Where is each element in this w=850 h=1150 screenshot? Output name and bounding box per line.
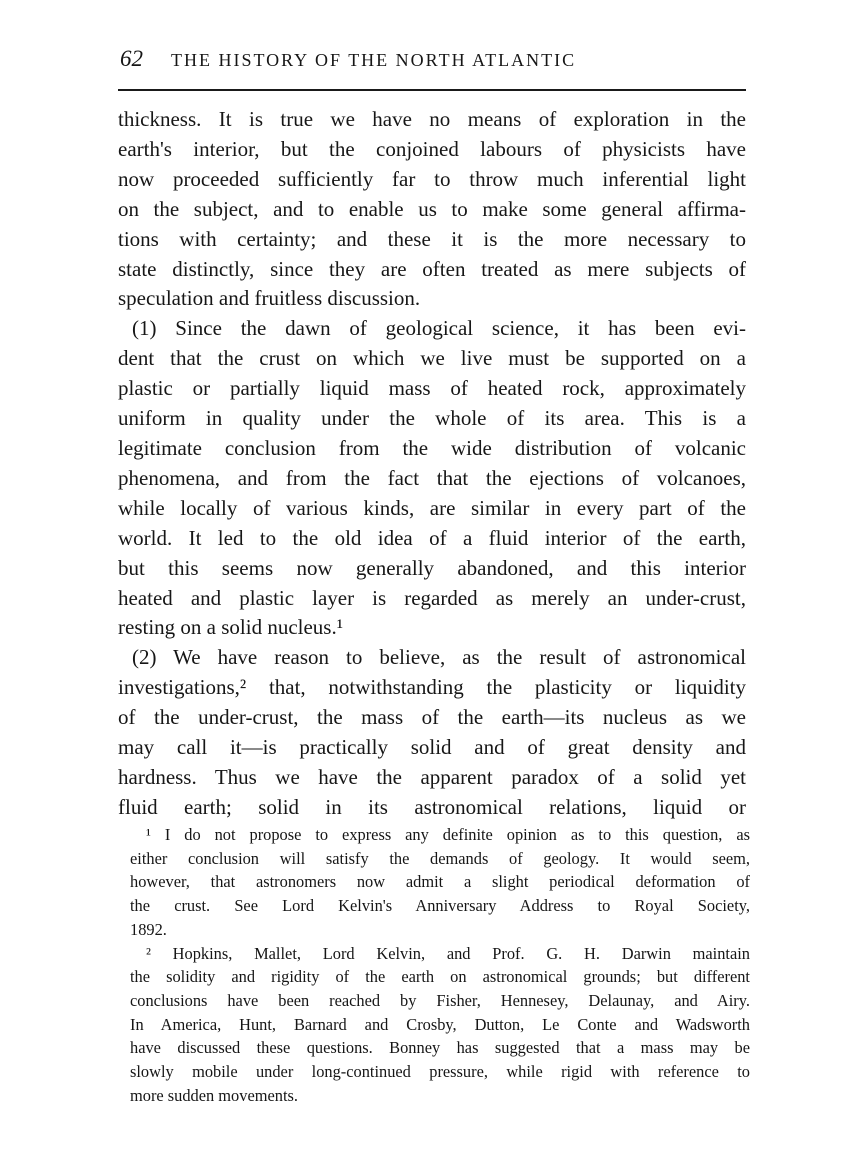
body-line: fluid earth; solid in its astronomical relations, liquid or [118,794,746,819]
body-text [118,105,746,823]
body-line: tions with certainty; and these it is the more necessary to [118,226,746,251]
body-line: thickness. It is true we have no means of exploration in the [118,107,746,131]
footnote-line: ¹ I do not propose to express any definite opinion as to this question, as [146,825,750,844]
body-line: phenomena, and from the fact that the ejections of volcanoes, [118,465,746,490]
body-line: dent that the crust on which we live must be supported on a [118,346,746,371]
body-line: on the subject, and to enable us to make some general affirma- [118,196,746,221]
body-line: while locally of various kinds, are similar in every part of the [118,495,746,520]
footnote-line: the crust. See Lord Kelvin's Anniversary Address to Royal Society, [130,896,750,916]
body-line: state distinctly, since they are often treated as mere subjects of [118,256,746,281]
footnote-line: either conclusion will satisfy the demands of geology. It would seem, [130,848,750,868]
body-line: hardness. Thus we have the apparent paradox of a solid yet [118,764,746,789]
body-line: plastic or partially liquid mass of heated rock, approximately [118,376,746,401]
body-line: legitimate conclusion from the wide distribution of volcanic [118,435,746,460]
body-line: earth's interior, but the conjoined labours of physicists have [118,136,746,161]
footnote-line: In America, Hunt, Barnard and Crosby, Dutton, Le Conte and Wadsworth [130,1014,750,1034]
footnotes [130,823,750,1108]
body-line: uniform in quality under the whole of its area. This is a [118,406,746,431]
body-line: world. It led to the old idea of a fluid interior of the earth, [118,525,746,550]
body-line: now proceeded sufficiently far to throw much inferential light [118,166,746,191]
page-header [120,46,740,78]
page-number: 62 [120,46,143,71]
footnote-line: conclusions have been reached by Fisher, Hennesey, Delaunay, and Airy. [130,991,750,1011]
footnote-line: however, that astronomers now admit a slight periodical deformation of [130,872,750,892]
running-title: THE HISTORY OF THE NORTH ATLANTIC [171,50,577,70]
footnote-line: have discussed these questions. Bonney has suggested that a mass may be [130,1038,750,1058]
body-line: may call it—is practically solid and of great density and [118,735,746,760]
body-line: resting on a solid nucleus.¹ [118,615,344,640]
footnote-line: ² Hopkins, Mallet, Lord Kelvin, and Prof. G. H. Darwin maintain [146,943,750,963]
body-line: speculation and fruitless discussion. [118,286,421,311]
body-line: (2) We have reason to believe, as the result of astronomical [132,645,746,670]
header-rule [118,89,746,91]
footnote-line: slowly mobile under long-continued pressure, while rigid with reference to [130,1062,750,1082]
body-line: of the under-crust, the mass of the earth—its nucleus as we [118,705,746,730]
footnote-line: the solidity and rigidity of the earth on astronomical grounds; but different [130,967,750,987]
footnote-line: more sudden movements. [130,1085,298,1105]
body-line: (1) Since the dawn of geological science, it has been evi- [132,316,746,341]
body-line: but this seems now generally abandoned, and this interior [118,555,746,580]
footnote-line: 1892. [130,919,167,939]
body-line: heated and plastic layer is regarded as merely an under-crust, [118,585,746,610]
body-line: investigations,² that, notwithstanding the plasticity or liquidity [118,675,746,700]
